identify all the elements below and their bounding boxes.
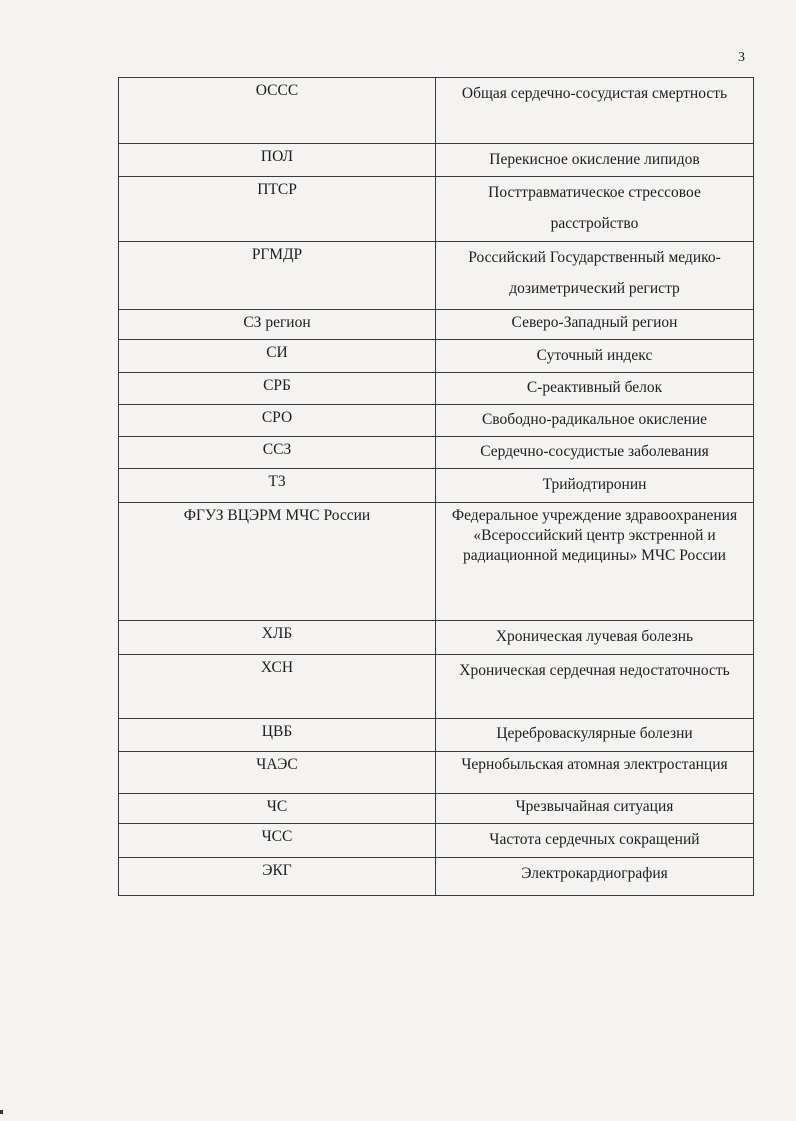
definition-cell: Сердечно-сосудистые заболевания <box>436 437 754 469</box>
definition-cell: Трийодтиронин <box>436 469 754 503</box>
page-number: 3 <box>738 50 745 65</box>
table-row <box>119 469 754 503</box>
table-row <box>119 177 754 242</box>
abbreviation-cell: ХСН <box>119 655 436 719</box>
abbreviation-cell: ЦВБ <box>119 719 436 752</box>
table-row <box>119 719 754 752</box>
table-row <box>119 242 754 310</box>
definition-cell: Частота сердечных сокращений <box>436 824 754 858</box>
abbreviation-cell: СРБ <box>119 373 436 405</box>
abbreviation-cell: ФГУЗ ВЦЭРМ МЧС России <box>119 503 436 621</box>
definition-cell: Чрезвычайная ситуация <box>436 794 754 824</box>
table-row <box>119 340 754 373</box>
definition-cell: Федеральное учреждение здравоохранения «Всероссийский центр экстренной и радиационной медицины» МЧС России <box>436 503 754 621</box>
table-row <box>119 405 754 437</box>
definition-cell: Хроническая лучевая болезнь <box>436 621 754 655</box>
definition-cell: Общая сердечно-сосудистая смертность <box>436 78 754 144</box>
abbreviation-cell: ЧС <box>119 794 436 824</box>
table-row <box>119 310 754 340</box>
abbreviation-cell: РГМДР <box>119 242 436 310</box>
abbreviation-cell: ПТСР <box>119 177 436 242</box>
table-row <box>119 621 754 655</box>
scan-mark <box>0 1110 3 1114</box>
abbreviation-cell: ЭКГ <box>119 858 436 896</box>
abbreviation-cell: Т3 <box>119 469 436 503</box>
table-row <box>119 78 754 144</box>
definition-cell: Электрокардиография <box>436 858 754 896</box>
abbreviation-cell: ЧСС <box>119 824 436 858</box>
abbreviation-cell: ХЛБ <box>119 621 436 655</box>
abbreviation-cell: ПОЛ <box>119 144 436 177</box>
definition-cell: Перекисное окисление липидов <box>436 144 754 177</box>
definition-cell: Российский Государственный медико-дозиметрический регистр <box>436 242 754 310</box>
table-row <box>119 794 754 824</box>
table-row <box>119 503 754 621</box>
definition-cell: Хроническая сердечная недостаточность <box>436 655 754 719</box>
abbreviations-table <box>118 77 754 896</box>
definition-cell: Посттравматическое стрессовое расстройство <box>436 177 754 242</box>
abbreviation-cell: СИ <box>119 340 436 373</box>
definition-cell: Суточный индекс <box>436 340 754 373</box>
table-row <box>119 858 754 896</box>
table-row <box>119 824 754 858</box>
abbreviation-cell: ОССС <box>119 78 436 144</box>
table-row <box>119 752 754 794</box>
table-row <box>119 655 754 719</box>
definition-cell: Цереброваскулярные болезни <box>436 719 754 752</box>
abbreviation-cell: СРО <box>119 405 436 437</box>
definition-cell: Чернобыльская атомная электростанция <box>436 752 754 794</box>
definition-cell: Северо-Западный регион <box>436 310 754 340</box>
definition-cell: Свободно-радикальное окисление <box>436 405 754 437</box>
definition-cell: С-реактивный белок <box>436 373 754 405</box>
abbreviation-cell: ЧАЭС <box>119 752 436 794</box>
abbreviation-cell: ССЗ <box>119 437 436 469</box>
table-row <box>119 437 754 469</box>
table-row <box>119 373 754 405</box>
table-row <box>119 144 754 177</box>
abbreviation-cell: СЗ регион <box>119 310 436 340</box>
